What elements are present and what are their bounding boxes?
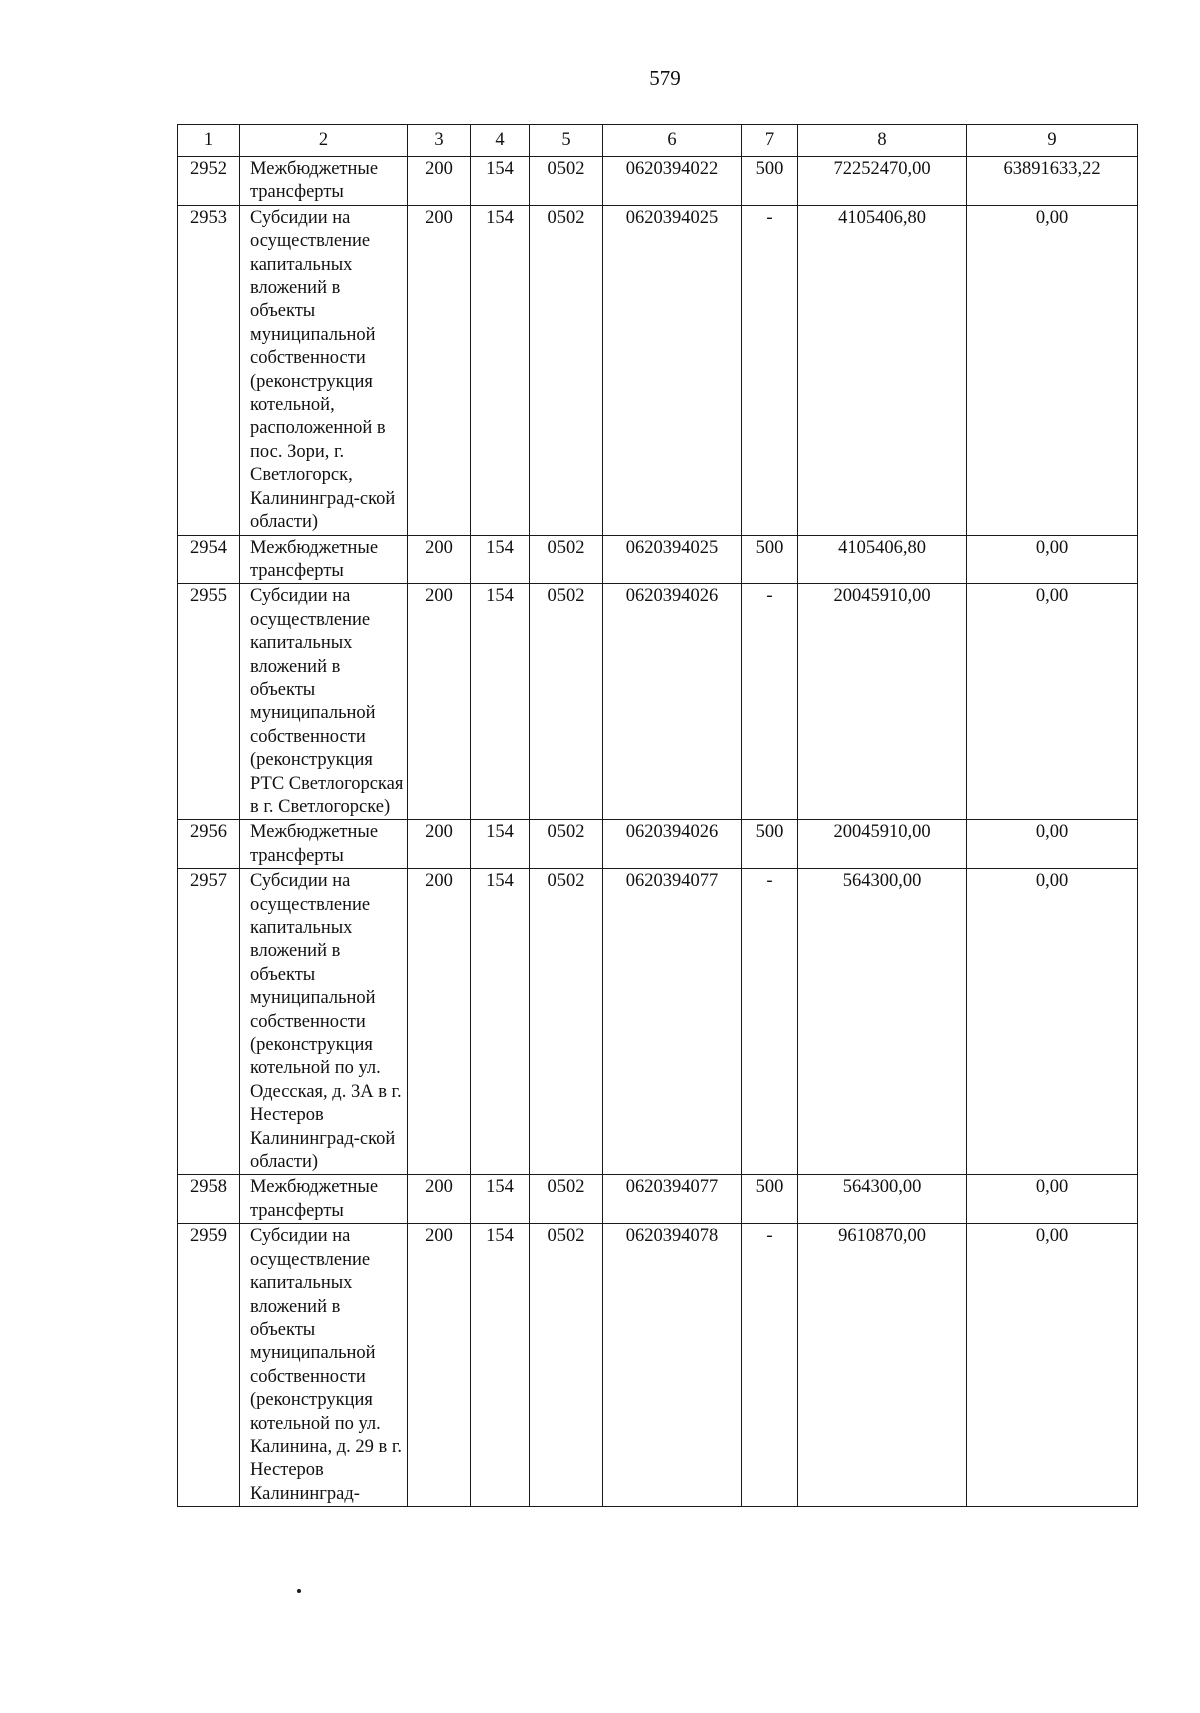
row-col4: 154 (471, 1224, 530, 1507)
row-col5: 0502 (530, 157, 603, 206)
row-col5: 0502 (530, 820, 603, 869)
row-col8: 20045910,00 (798, 820, 967, 869)
row-col4: 154 (471, 157, 530, 206)
header-cell-3: 3 (408, 125, 471, 157)
row-col5: 0502 (530, 869, 603, 1175)
row-number: 2953 (178, 205, 240, 535)
row-name: Межбюджетные трансферты (240, 157, 408, 206)
row-col4: 154 (471, 820, 530, 869)
row-col8: 4105406,80 (798, 535, 967, 584)
header-row (178, 125, 1138, 157)
row-col6: 0620394025 (603, 205, 742, 535)
budget-table (177, 124, 1138, 1507)
page-number: 579 (649, 66, 681, 90)
row-name: Межбюджетные трансферты (240, 1175, 408, 1224)
row-col5: 0502 (530, 1224, 603, 1507)
row-col4: 154 (471, 584, 530, 820)
row-col3: 200 (408, 584, 471, 820)
row-name: Межбюджетные трансферты (240, 535, 408, 584)
row-col9: 0,00 (967, 584, 1138, 820)
row-number: 2957 (178, 869, 240, 1175)
row-number: 2958 (178, 1175, 240, 1224)
row-col9: 0,00 (967, 869, 1138, 1175)
header-cell-2: 2 (240, 125, 408, 157)
table-row (178, 869, 1138, 1175)
row-col7: - (742, 584, 798, 820)
row-col7: 500 (742, 1175, 798, 1224)
row-col6: 0620394022 (603, 157, 742, 206)
table-row (178, 584, 1138, 820)
row-name: Субсидии на осуществление капитальных вложений в объекты муниципальной собственности (реконструкция котельной по ул. Одесская, д. 3А в г. Нестеров Калининград-ской области) (240, 869, 408, 1175)
row-col3: 200 (408, 820, 471, 869)
row-col3: 200 (408, 1175, 471, 1224)
table-row (178, 535, 1138, 584)
row-number: 2956 (178, 820, 240, 869)
table-row (178, 1224, 1138, 1507)
row-col6: 0620394026 (603, 584, 742, 820)
stray-mark-dot (297, 1589, 301, 1593)
row-col4: 154 (471, 535, 530, 584)
row-col9: 0,00 (967, 535, 1138, 584)
header-cell-8: 8 (798, 125, 967, 157)
row-col9: 0,00 (967, 1224, 1138, 1507)
row-col4: 154 (471, 1175, 530, 1224)
table-row (178, 205, 1138, 535)
row-col4: 154 (471, 205, 530, 535)
row-col5: 0502 (530, 535, 603, 584)
row-col8: 9610870,00 (798, 1224, 967, 1507)
row-name: Субсидии на осуществление капитальных вложений в объекты муниципальной собственности (реконструкция РТС Светлогорская в г. Светлогорске) (240, 584, 408, 820)
header-cell-9: 9 (967, 125, 1138, 157)
table-row (178, 820, 1138, 869)
row-col8: 564300,00 (798, 869, 967, 1175)
row-number: 2955 (178, 584, 240, 820)
row-col9: 63891633,22 (967, 157, 1138, 206)
row-col6: 0620394078 (603, 1224, 742, 1507)
row-col8: 20045910,00 (798, 584, 967, 820)
row-col5: 0502 (530, 205, 603, 535)
row-name: Субсидии на осуществление капитальных вложений в объекты муниципальной собственности (реконструкция котельной, расположенной в пос. Зори, г. Светлогорск, Калининград-ской области) (240, 205, 408, 535)
row-col7: - (742, 1224, 798, 1507)
row-col4: 154 (471, 869, 530, 1175)
row-col3: 200 (408, 157, 471, 206)
row-col7: 500 (742, 157, 798, 206)
row-col6: 0620394077 (603, 1175, 742, 1224)
row-col7: - (742, 869, 798, 1175)
table-row (178, 1175, 1138, 1224)
row-col6: 0620394077 (603, 869, 742, 1175)
row-col3: 200 (408, 205, 471, 535)
row-name: Межбюджетные трансферты (240, 820, 408, 869)
row-col3: 200 (408, 869, 471, 1175)
row-number: 2959 (178, 1224, 240, 1507)
row-col3: 200 (408, 535, 471, 584)
row-col8: 564300,00 (798, 1175, 967, 1224)
row-number: 2954 (178, 535, 240, 584)
row-col6: 0620394025 (603, 535, 742, 584)
row-col3: 200 (408, 1224, 471, 1507)
header-cell-1: 1 (178, 125, 240, 157)
row-col6: 0620394026 (603, 820, 742, 869)
row-col7: 500 (742, 820, 798, 869)
header-cell-5: 5 (530, 125, 603, 157)
row-col5: 0502 (530, 1175, 603, 1224)
header-cell-4: 4 (471, 125, 530, 157)
row-col7: 500 (742, 535, 798, 584)
header-cell-6: 6 (603, 125, 742, 157)
row-number: 2952 (178, 157, 240, 206)
row-col5: 0502 (530, 584, 603, 820)
row-col7: - (742, 205, 798, 535)
row-col9: 0,00 (967, 1175, 1138, 1224)
row-col8: 4105406,80 (798, 205, 967, 535)
table-row (178, 157, 1138, 206)
row-col8: 72252470,00 (798, 157, 967, 206)
row-col9: 0,00 (967, 820, 1138, 869)
header-cell-7: 7 (742, 125, 798, 157)
row-col9: 0,00 (967, 205, 1138, 535)
row-name: Субсидии на осуществление капитальных вложений в объекты муниципальной собственности (реконструкция котельной по ул. Калинина, д. 29 в г. Нестеров Калининград- (240, 1224, 408, 1507)
